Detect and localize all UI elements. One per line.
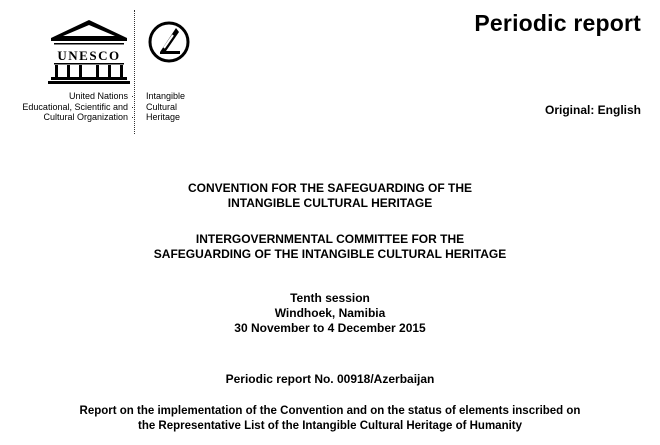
original-language: Original: English [544,103,641,117]
logo-divider [134,10,135,134]
report-description: Report on the implementation of the Convention and on the status of elements inscribed on the Representative List of the Intangible Cultural Heritage of Humanity [79,405,581,432]
session-info [0,291,660,336]
session-name: Tenth session [290,291,370,305]
session-dates: 30 November to 4 December 2015 [234,321,426,335]
divider-dots: · · · [131,91,134,122]
document-title: Periodic report [474,10,641,36]
session-location: Windhoek, Namibia [274,306,386,320]
unesco-letters: UNESCO [57,48,121,63]
unesco-organization-name: United Nations Educational, Scientific and Cultural Organization [22,91,128,122]
unesco-temple-logo-icon [47,18,131,86]
ich-organization-name: Intangible Cultural Heritage [146,91,186,122]
convention-heading: CONVENTION FOR THE SAFEGUARDING OF THE INTANGIBLE CULTURAL HERITAGE [187,181,472,210]
committee-heading: INTERGOVERNMENTAL COMMITTEE FOR THE SAFEGUARDING OF THE INTANGIBLE CULTURAL HERITAGE [153,232,507,261]
intangible-heritage-emblem-icon [146,18,192,86]
report-number: Periodic report No. 00918/Azerbaijan [225,372,435,386]
